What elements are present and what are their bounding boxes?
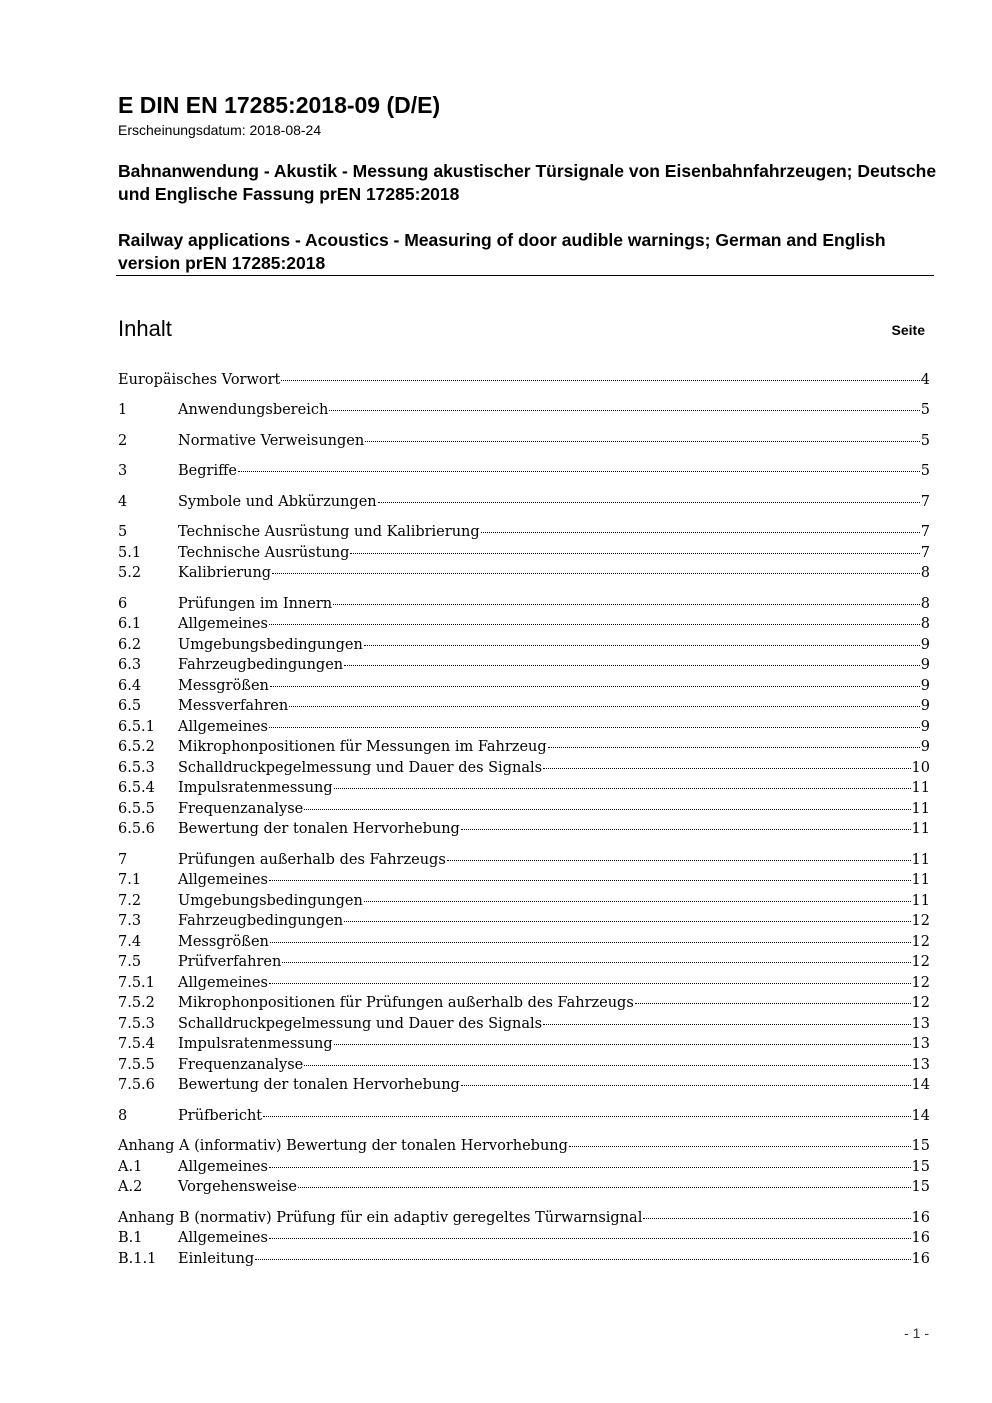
toc-entry-number: 6.5.4: [118, 780, 155, 796]
toc-entry[interactable]: [118, 801, 930, 821]
toc-entry-page: 5: [920, 402, 930, 418]
toc-entry-title: Europäisches Vorwort: [118, 372, 281, 388]
toc-leader-dots: [270, 942, 911, 943]
toc-entry-page: 7: [920, 524, 930, 540]
toc-entry-page: 12: [911, 954, 930, 970]
toc-entry-page: 15: [911, 1159, 930, 1175]
toc-entry-number: B.1.1: [118, 1251, 157, 1267]
title-german: Bahnanwendung - Akustik - Messung akustischer Türsignale von Eisenbahnfahrzeugen; Deutsche und Englische Fassung prEN 17285:2018: [118, 161, 937, 204]
toc-entry[interactable]: [118, 524, 930, 544]
toc-leader-dots: [269, 624, 920, 625]
toc-entry[interactable]: [118, 1210, 930, 1230]
toc-entry-number: 7.2: [118, 893, 142, 909]
toc-entry[interactable]: [118, 872, 930, 892]
toc-leader-dots: [269, 880, 911, 881]
toc-entry-page: 11: [911, 780, 930, 796]
toc-leader-dots: [481, 532, 920, 533]
toc-entry[interactable]: [118, 780, 930, 800]
toc-entry-number: A.2: [118, 1179, 143, 1195]
toc-leader-dots: [289, 706, 920, 707]
toc-entry[interactable]: [118, 657, 930, 677]
toc-entry[interactable]: [118, 402, 930, 422]
toc-entry-number: 7.5.3: [118, 1016, 155, 1032]
toc-leader-dots: [263, 1116, 910, 1117]
toc-entry-title: Umgebungsbedingungen: [178, 893, 363, 909]
toc-entry-title: Anhang A (informativ) Bewertung der tonalen Hervorhebung: [118, 1138, 568, 1154]
toc-entry[interactable]: [118, 1230, 930, 1250]
toc-entry-number: 5: [118, 524, 128, 540]
toc-entry[interactable]: [118, 821, 930, 841]
toc-entry[interactable]: [118, 995, 930, 1015]
toc-entry-title: Bewertung der tonalen Hervorhebung: [178, 1077, 460, 1093]
toc-entry-number: A.1: [118, 1159, 143, 1175]
toc-entry-number: 4: [118, 494, 128, 510]
toc-leader-dots: [548, 747, 920, 748]
toc-entry-title: Symbole und Abkürzungen: [178, 494, 377, 510]
toc-entry-number: 7.5.2: [118, 995, 155, 1011]
toc-entry-page: 11: [911, 872, 930, 888]
toc-entry-title: Fahrzeugbedingungen: [178, 913, 344, 929]
toc-entry-number: 7.5.4: [118, 1036, 155, 1052]
toc-entry-page: 15: [911, 1179, 930, 1195]
toc-entry-page: 8: [920, 565, 930, 581]
toc-entry-page: 12: [911, 913, 930, 929]
toc-entry[interactable]: [118, 1179, 930, 1199]
toc-entry[interactable]: [118, 698, 930, 718]
toc-entry-number: 1: [118, 402, 128, 418]
toc-leader-dots: [461, 1085, 911, 1086]
toc-entry[interactable]: [118, 545, 930, 565]
toc-leader-dots: [298, 1187, 911, 1188]
toc-entry-number: 3: [118, 463, 128, 479]
toc-leader-dots: [272, 573, 920, 574]
toc-entry-page: 16: [911, 1251, 930, 1267]
toc-entry-number: 6: [118, 596, 128, 612]
toc-leader-dots: [543, 768, 911, 769]
toc-entry[interactable]: [118, 616, 930, 636]
toc-leader-dots: [238, 471, 920, 472]
toc-entry[interactable]: [118, 565, 930, 585]
toc-entry-number: 6.5.1: [118, 719, 155, 735]
toc-entry-page: 16: [911, 1230, 930, 1246]
toc-entry-page: 11: [911, 801, 930, 817]
toc-entry-number: 6.4: [118, 678, 142, 694]
toc-leader-dots: [281, 380, 919, 381]
toc-entry-page: 5: [920, 463, 930, 479]
toc-entry-page: 8: [920, 616, 930, 632]
toc-entry-page: 14: [911, 1108, 930, 1124]
toc-leader-dots: [344, 665, 920, 666]
toc-entry-title: Umgebungsbedingungen: [178, 637, 363, 653]
toc-leader-dots: [304, 1065, 910, 1066]
toc-entry-page: 7: [920, 545, 930, 561]
toc-entry-title: Anwendungsbereich: [178, 402, 329, 418]
toc-entry-title: Technische Ausrüstung und Kalibrierung: [178, 524, 480, 540]
toc-leader-dots: [350, 553, 919, 554]
toc-entry-page: 9: [920, 637, 930, 653]
toc-entry-page: 13: [911, 1036, 930, 1052]
toc-entry[interactable]: [118, 1108, 930, 1128]
toc-entry[interactable]: [118, 954, 930, 974]
toc-entry-title: Allgemeines: [178, 975, 268, 991]
toc-entry[interactable]: [118, 596, 930, 616]
toc-entry-page: 10: [911, 760, 930, 776]
toc-entry[interactable]: [118, 637, 930, 657]
toc-entry-title: Allgemeines: [178, 1230, 268, 1246]
publication-date: Erscheinungsdatum: 2018-08-24: [118, 122, 322, 138]
toc-entry[interactable]: [118, 494, 930, 514]
toc-entry[interactable]: [118, 1057, 930, 1077]
toc-entry-page: 9: [920, 678, 930, 694]
toc-leader-dots: [255, 1259, 910, 1260]
toc-entry-number: 7: [118, 852, 128, 868]
toc-entry-number: 6.1: [118, 616, 142, 632]
toc-entry-number: 6.5: [118, 698, 142, 714]
toc-entry-number: 7.3: [118, 913, 142, 929]
toc-entry[interactable]: [118, 1159, 930, 1179]
toc-leader-dots: [635, 1003, 911, 1004]
toc-entry-title: Messverfahren: [178, 698, 289, 714]
toc-entry-title: Normative Verweisungen: [178, 433, 365, 449]
toc-entry-number: 7.4: [118, 934, 142, 950]
toc-entry-page: 7: [920, 494, 930, 510]
toc-entry-page: 12: [911, 934, 930, 950]
toc-entry-title: Fahrzeugbedingungen: [178, 657, 344, 673]
toc-leader-dots: [269, 1167, 911, 1168]
toc-entry-number: 6.3: [118, 657, 142, 673]
toc-entry-title: Allgemeines: [178, 616, 268, 632]
toc-entry-title: Allgemeines: [178, 872, 268, 888]
toc-leader-dots: [365, 441, 920, 442]
toc-entry-title: Bewertung der tonalen Hervorhebung: [178, 821, 460, 837]
toc-entry-title: Frequenzanalyse: [178, 801, 304, 817]
toc-entry-page: 14: [911, 1077, 930, 1093]
toc-entry[interactable]: [118, 1138, 930, 1158]
toc-entry[interactable]: [118, 913, 930, 933]
toc-entry-page: 12: [911, 995, 930, 1011]
toc-entry-title: Einleitung: [178, 1251, 255, 1267]
toc-entry-number: 2: [118, 433, 128, 449]
toc-leader-dots: [329, 410, 919, 411]
toc-entry-number: 6.5.3: [118, 760, 155, 776]
toc-leader-dots: [304, 809, 910, 810]
toc-entry-page: 13: [911, 1016, 930, 1032]
toc-entry-title: Allgemeines: [178, 719, 268, 735]
toc-entry-number: 7.1: [118, 872, 142, 888]
toc-entry-title: Kalibrierung: [178, 565, 272, 581]
toc-entry-number: 5.2: [118, 565, 142, 581]
toc-entry[interactable]: [118, 433, 930, 453]
toc-leader-dots: [461, 829, 911, 830]
toc-heading: Inhalt: [118, 316, 172, 341]
toc-entry-number: 6.5.2: [118, 739, 155, 755]
toc-entry-page: 15: [911, 1138, 930, 1154]
toc-leader-dots: [643, 1218, 910, 1219]
toc-entry[interactable]: [118, 893, 930, 913]
toc-leader-dots: [269, 983, 911, 984]
toc-entry-page: 5: [920, 433, 930, 449]
toc-entry-title: Mikrophonpositionen für Prüfungen außerhalb des Fahrzeugs: [178, 995, 634, 1011]
toc-entry-title: Anhang B (normativ) Prüfung für ein adaptiv geregeltes Türwarnsignal: [118, 1210, 643, 1226]
title-english: Railway applications - Acoustics - Measuring of door audible warnings; German and English version prEN 17285:2018: [118, 230, 886, 273]
toc-entry[interactable]: [118, 372, 930, 392]
toc-leader-dots: [364, 645, 920, 646]
toc-entry-number: 7.5: [118, 954, 142, 970]
toc-entry-title: Prüfverfahren: [178, 954, 282, 970]
toc-leader-dots: [447, 860, 911, 861]
toc-leader-dots: [269, 727, 920, 728]
toc-entry[interactable]: [118, 1077, 930, 1097]
toc-leader-dots: [364, 901, 911, 902]
toc-leader-dots: [282, 962, 910, 963]
toc-leader-dots: [270, 686, 920, 687]
toc-entry-page: 9: [920, 739, 930, 755]
toc-leader-dots: [333, 604, 920, 605]
toc-leader-dots: [334, 1044, 911, 1045]
toc-entry[interactable]: [118, 975, 930, 995]
toc-leader-dots: [543, 1024, 911, 1025]
document-id: E DIN EN 17285:2018-09 (D/E): [118, 92, 441, 118]
toc-entry-title: Mikrophonpositionen für Messungen im Fahrzeug: [178, 739, 547, 755]
toc-entry-title: Begriffe: [178, 463, 237, 479]
toc-page-column-header: Seite: [891, 322, 925, 338]
toc-leader-dots: [269, 1238, 911, 1239]
title-divider: [116, 275, 934, 276]
toc-entry-title: Frequenzanalyse: [178, 1057, 304, 1073]
toc-entry[interactable]: [118, 760, 930, 780]
toc-entry-page: 8: [920, 596, 930, 612]
toc-entry-page: 13: [911, 1057, 930, 1073]
toc-entry-number: 8: [118, 1108, 128, 1124]
toc-entry-number: 7.5.6: [118, 1077, 155, 1093]
toc-entry-title: Schalldruckpegelmessung und Dauer des Signals: [178, 1016, 543, 1032]
toc-leader-dots: [378, 502, 920, 503]
toc-entry-title: Vorgehensweise: [178, 1179, 298, 1195]
toc-entry-number: 7.5.1: [118, 975, 155, 991]
toc-entry[interactable]: [118, 1251, 930, 1271]
toc-entry-title: Messgrößen: [178, 678, 269, 694]
toc-entry-page: 9: [920, 698, 930, 714]
toc-entry-page: 12: [911, 975, 930, 991]
toc-entry-number: 6.2: [118, 637, 142, 653]
toc-entry-number: 6.5.6: [118, 821, 155, 837]
toc-leader-dots: [334, 788, 911, 789]
toc-entry-title: Prüfungen außerhalb des Fahrzeugs: [178, 852, 446, 868]
toc-entry[interactable]: [118, 719, 930, 739]
toc-entry[interactable]: [118, 678, 930, 698]
toc-leader-dots: [344, 921, 910, 922]
toc-entry-number: 6.5.5: [118, 801, 155, 817]
toc-entry[interactable]: [118, 934, 930, 954]
toc-entry[interactable]: [118, 1016, 930, 1036]
toc-entry-page: 4: [920, 372, 930, 388]
toc-leader-dots: [569, 1146, 911, 1147]
toc-entry-page: 9: [920, 657, 930, 673]
page-number: - 1 -: [904, 1325, 929, 1341]
toc-entry-title: Allgemeines: [178, 1159, 268, 1175]
toc-entry[interactable]: [118, 852, 930, 872]
toc-entry-title: Schalldruckpegelmessung und Dauer des Signals: [178, 760, 543, 776]
toc-entry-title: Messgrößen: [178, 934, 269, 950]
toc-entry-number: B.1: [118, 1230, 143, 1246]
toc-entry[interactable]: [118, 1036, 930, 1056]
toc-entry-title: Impulsratenmessung: [178, 1036, 333, 1052]
toc-entry-page: 16: [911, 1210, 930, 1226]
toc-entry-title: Prüfungen im Innern: [178, 596, 333, 612]
toc-entry-page: 11: [911, 893, 930, 909]
toc-entry-number: 5.1: [118, 545, 142, 561]
toc-entry-title: Impulsratenmessung: [178, 780, 333, 796]
toc-entry-page: 9: [920, 719, 930, 735]
toc-entry-title: Technische Ausrüstung: [178, 545, 350, 561]
toc-entry-title: Prüfbericht: [178, 1108, 263, 1124]
toc-entry-page: 11: [911, 852, 930, 868]
toc-entry-number: 7.5.5: [118, 1057, 155, 1073]
toc-entry[interactable]: [118, 739, 930, 759]
toc-entry[interactable]: [118, 463, 930, 483]
toc-entry-page: 11: [911, 821, 930, 837]
